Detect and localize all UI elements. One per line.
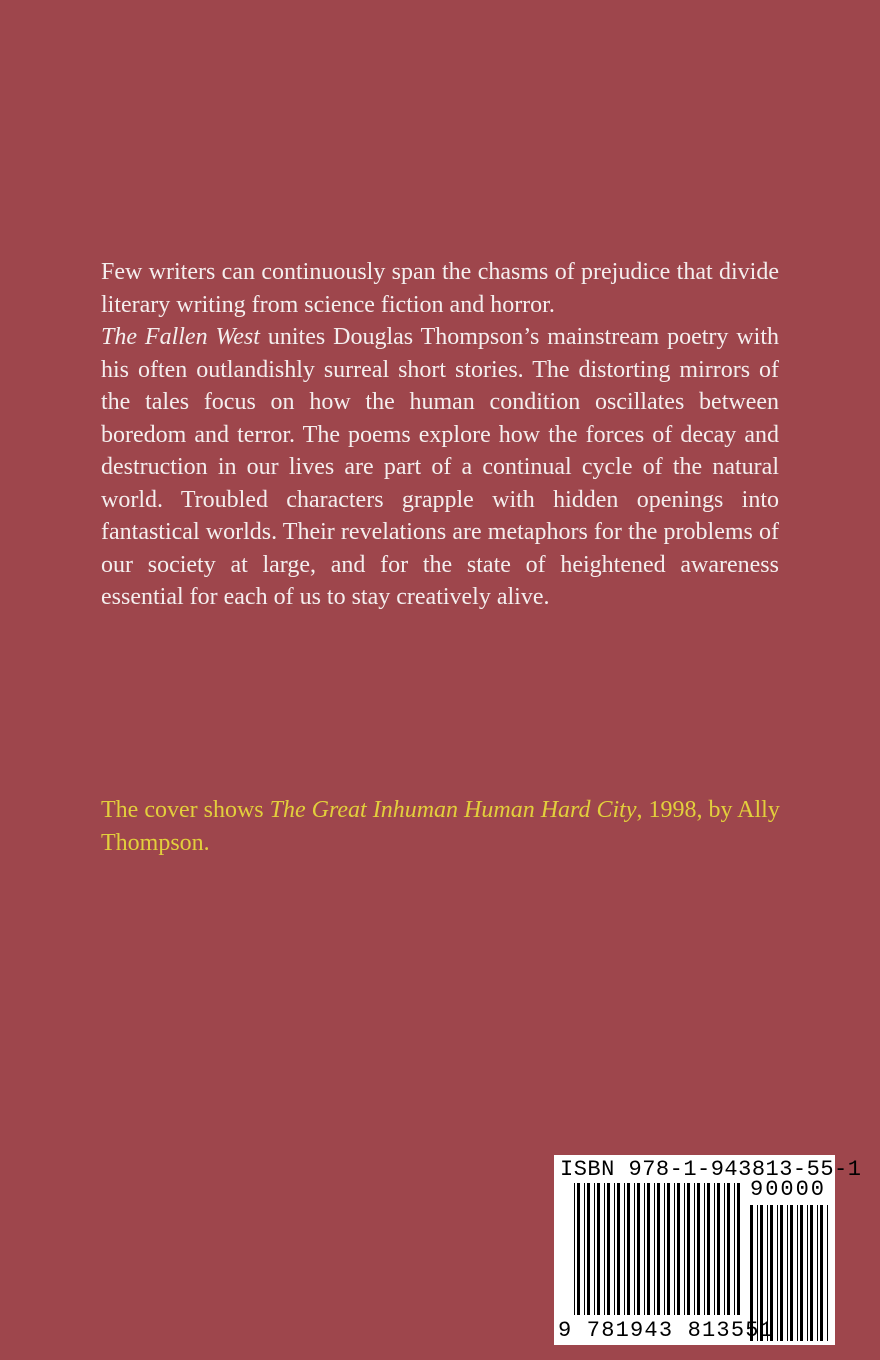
credit-prefix: The cover shows (101, 797, 270, 823)
artwork-title: The Great Inhuman Human Hard City (269, 797, 637, 823)
isbn-barcode (554, 1155, 862, 1345)
price-addon-number: 90000 (750, 1177, 827, 1202)
blurb-body: unites Douglas Thompson’s mainstream poetry with his often outlandishly surreal short stories. The distorting mirrors of the tales focus on how the human condition oscillates between boredom and terror. The poems explore how the forces of decay and destruction in our lives are part of a continual cycle of the natural world. Troubled characters grapple with hidden openings into fantastical worlds. Their revelations are metaphors for the problems of our society at large, and for the state of heightened awareness essential for each of us to stay creatively alive. (101, 324, 779, 610)
book-title: The Fallen West (101, 324, 260, 350)
blurb-opening: Few writers can continuously span the chasms of prejudice that divide literary writing from science fiction and horror. (101, 259, 779, 318)
credit-suffix: , 1998, by Ally Thompson. (101, 797, 780, 856)
isbn-label: ISBN 978-1-943813-55-1 (560, 1157, 862, 1182)
barcode-bars (554, 1155, 835, 1345)
ean-digits: 9 781943 813551 (558, 1318, 775, 1343)
back-cover-blurb (101, 256, 779, 614)
cover-art-credit (101, 794, 791, 860)
